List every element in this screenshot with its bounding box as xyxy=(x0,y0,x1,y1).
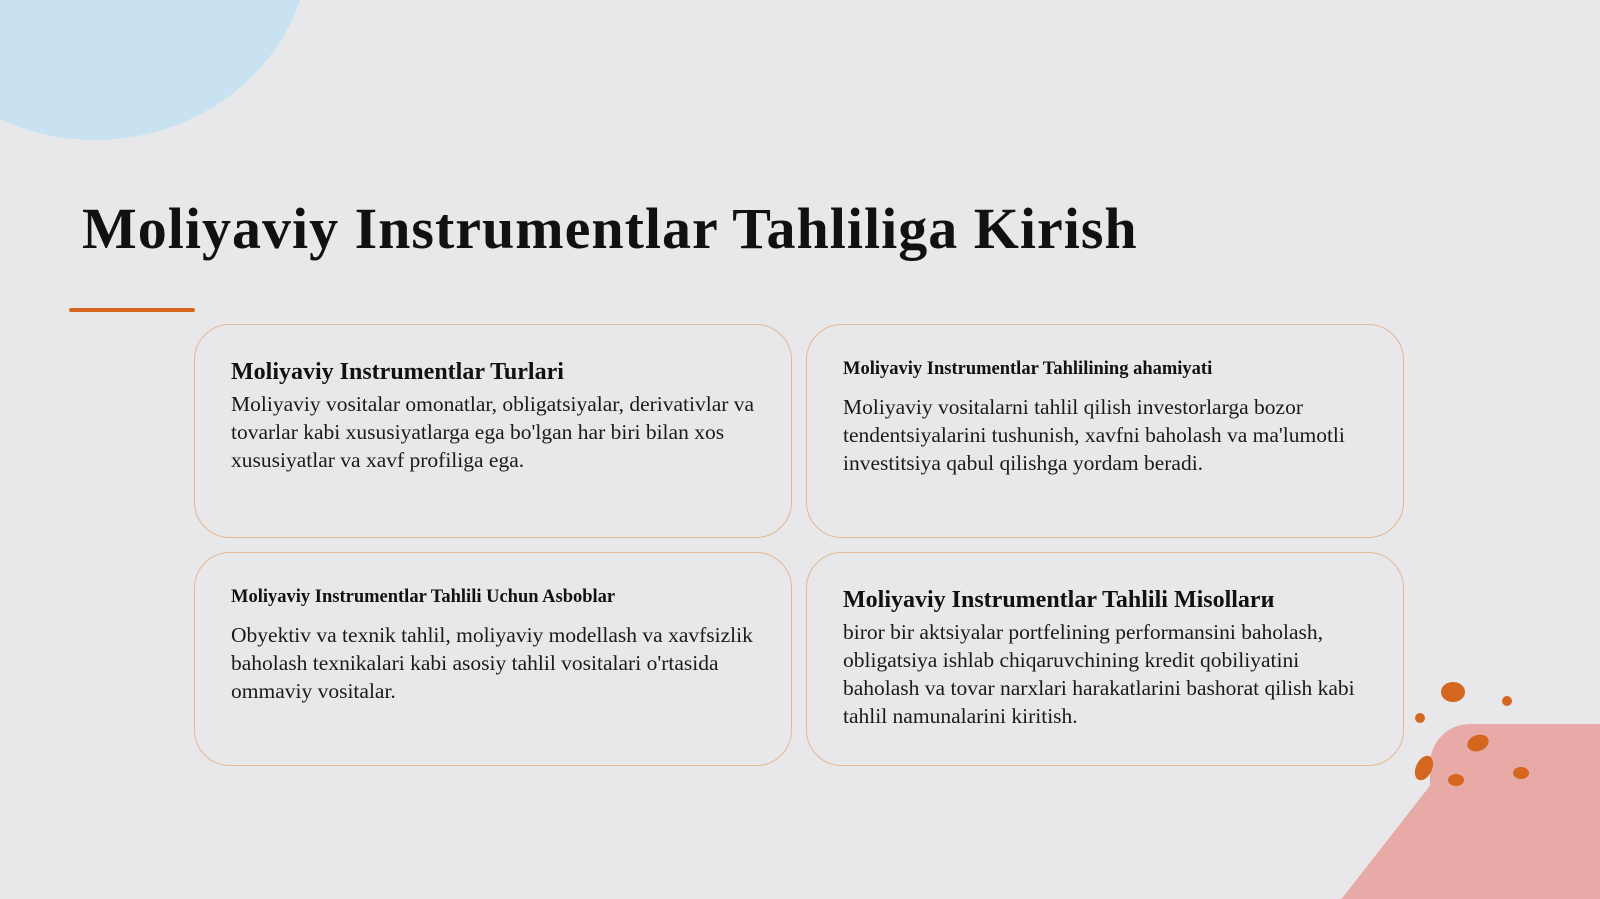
decorative-blue-blob xyxy=(0,0,310,140)
card-analysis-importance xyxy=(806,324,1404,538)
card-body: biror bir aktsiyalar portfelining performansini baholash, obligatsiya ishlab chiqaruvchining kredit qobiliyatini baholash va tovar narxlari harakatlarini bashorat qilish kabi tahlil namunalarini kiritish. xyxy=(843,620,1355,728)
card-heading: Moliyaviy Instrumentlar Tahlili Misollarи xyxy=(843,587,1275,613)
card-analysis-tools xyxy=(194,552,792,766)
decorative-orange-splatter xyxy=(1400,670,1550,800)
title-accent-line xyxy=(69,308,195,312)
card-heading: Moliyaviy Instrumentlar Tahlilining ahamiyati xyxy=(843,359,1213,379)
card-instrument-types xyxy=(194,324,792,538)
card-heading: Moliyaviy Instrumentlar Turlari xyxy=(231,359,564,385)
card-analysis-examples xyxy=(806,552,1404,766)
card-heading: Moliyaviy Instrumentlar Tahlili Uchun Asboblar xyxy=(231,587,616,607)
card-body: Obyektiv va texnik tahlil, moliyaviy modellash va xavfsizlik baholash texnikalari kabi asosiy tahlil vositalari o'rtasida ommaviy vositalar. xyxy=(231,623,753,703)
page-title: Moliyaviy Instrumentlar Tahliliga Kirish xyxy=(82,196,1138,261)
card-body: Moliyaviy vositalar omonatlar, obligatsiyalar, derivativlar va tovarlar kabi xususiyatlarga ega bo'lgan har biri bilan xos xususiyatlar va xavf profiliga ega. xyxy=(231,392,755,472)
card-body: Moliyaviy vositalarni tahlil qilish investorlarga bozor tendentsiyalarini tushunish, xavfni baholash va ma'lumotli investitsiya qabul qilishga yordam beradi. xyxy=(843,395,1345,475)
